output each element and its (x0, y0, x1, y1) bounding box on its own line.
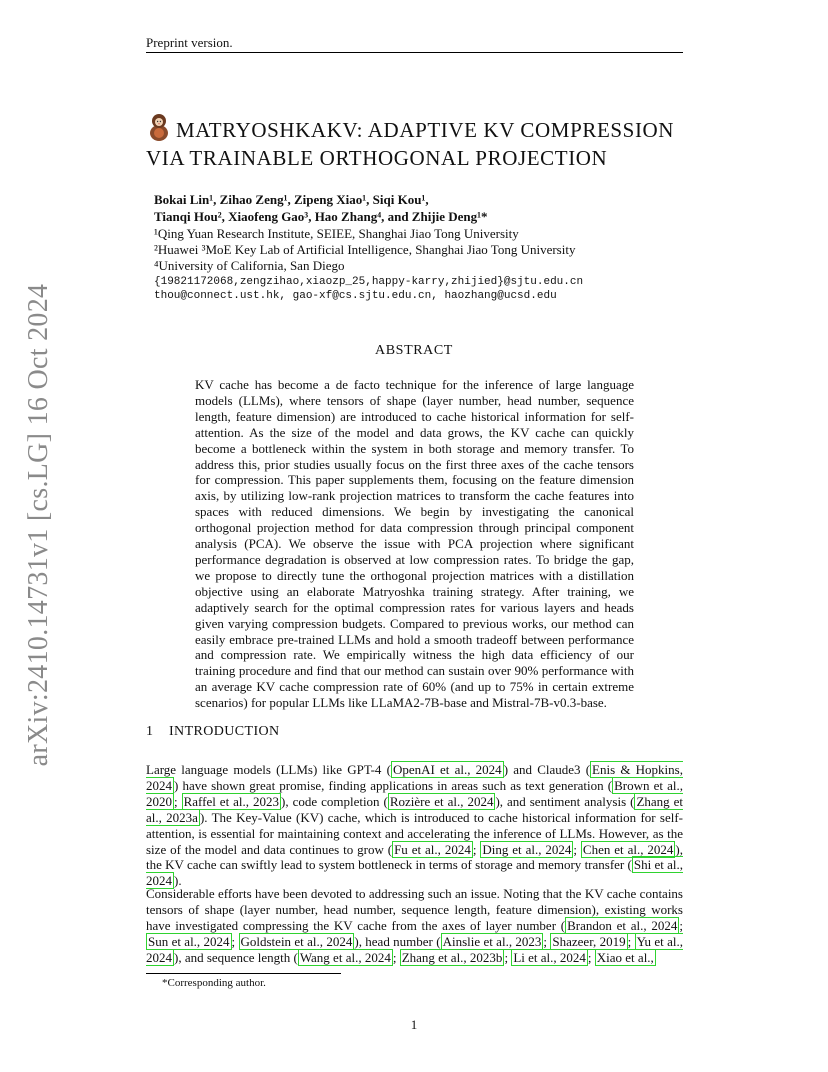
text: ). The Key-Value (KV) cache, which is introduced to cache historical information for self-attention, is essential for maintaining context and accelerating the inference of LLMs. However, as the size of the model and data continues to grow ( (146, 809, 683, 857)
citation-link[interactable]: Zhang et al., 2023b (401, 949, 503, 965)
text: ; (543, 933, 551, 949)
abstract-heading: ABSTRACT (375, 343, 453, 358)
author-emails-1: {19821172068,zengzihao,xiaozp_25,happy-karry,zhijied}@sjtu.edu.cn (154, 276, 584, 288)
citation-link[interactable]: Rozière et al., 2024 (389, 793, 494, 809)
text: Large language models (LLMs) like GPT-4 ( (146, 762, 391, 777)
text: ; (504, 949, 512, 965)
citation-link[interactable]: Zhang et al., 2023a (146, 793, 683, 825)
arxiv-id-label: arXiv:2410.14731v1 [cs.LG] 16 Oct 2024 (23, 283, 54, 767)
affiliation-2: ²Huawei ³MoE Key Lab of Artificial Intelligence, Shanghai Jiao Tong University (154, 242, 576, 257)
text: ; (587, 949, 595, 965)
citation-link[interactable]: Sun et al., 2024 (148, 933, 230, 949)
text: ; (627, 933, 635, 949)
intro-paragraph-1 (146, 762, 683, 889)
citation-link[interactable]: Brandon et al., 2024 (567, 917, 678, 933)
text: ), and sentiment analysis ( (495, 793, 635, 809)
text: ; (231, 933, 239, 949)
citation-link[interactable]: Enis & Hopkins, 2024 (146, 762, 683, 793)
paper-title-line-2: VIA TRAINABLE ORTHOGONAL PROJECTION (146, 146, 608, 170)
text: ; (679, 917, 683, 933)
citation-link[interactable]: OpenAI et al., 2024 (392, 762, 502, 777)
header-rule (146, 52, 683, 53)
text: ; (472, 841, 481, 857)
citation-link[interactable]: Xiao et al., (596, 949, 654, 965)
citation-link[interactable]: Shazeer, 2019 (552, 933, 626, 949)
page-number: 1 (410, 1017, 418, 1032)
matryoshka-doll-icon (148, 113, 170, 141)
citation-link[interactable]: Raffel et al., 2023 (183, 793, 280, 809)
citation-link[interactable]: Ding et al., 2024 (482, 841, 572, 857)
authors-line-1: Bokai Lin¹, Zihao Zeng¹, Zipeng Xiao¹, Siqi Kou¹, (154, 192, 429, 207)
authors-line-2: Tianqi Hou², Xiaofeng Gao³, Hao Zhang⁴, and Zhijie Deng¹* (154, 209, 488, 224)
section-heading-introduction: 1 INTRODUCTION (146, 724, 280, 739)
text: ), code completion ( (281, 793, 388, 809)
text: ; (573, 841, 581, 857)
text: ; (392, 949, 400, 965)
citation-link[interactable]: Ainslie et al., 2023 (442, 933, 542, 949)
text: ). (174, 873, 182, 889)
citation-link[interactable]: Shi et al., 2024 (146, 857, 683, 889)
text: ), and sequence length ( (174, 949, 298, 965)
author-emails-2: thou@connect.ust.hk, gao-xf@cs.sjtu.edu.cn, haozhang@ucsd.edu (154, 290, 557, 302)
text: ) and Claude3 ( (503, 762, 591, 777)
citation-link[interactable]: Yu et al., 2024 (146, 933, 683, 965)
arxiv-side-stamp (17, 283, 61, 767)
citation-link[interactable]: Li et al., 2024 (513, 949, 586, 965)
affiliation-1: ¹Qing Yuan Research Institute, SEIEE, Shanghai Jiao Tong University (154, 226, 519, 241)
footnote-rule (146, 973, 341, 974)
paper-title-line-1: MATRYOSHKAKV: ADAPTIVE KV COMPRESSION (176, 118, 675, 142)
text: Considerable efforts have been devoted to addressing such an issue. Noting that the KV cache contains tensors of shape (layer number, head number, sequence length, feature dimension), existing works have investigated compressing the KV cache from the axes of layer number ( (146, 886, 683, 933)
citation-link[interactable]: Wang et al., 2024 (299, 949, 391, 965)
citation-link[interactable]: Chen et al., 2024 (582, 841, 674, 857)
affiliation-3: ⁴University of California, San Diego (154, 258, 345, 273)
citation-link[interactable]: Brown et al., 2020 (146, 777, 683, 809)
text: ; (174, 793, 182, 809)
footnote: *Corresponding author. (162, 977, 266, 989)
running-header: Preprint version. (146, 35, 233, 50)
text: ) have shown great promise, finding applications in areas such as text generation ( (174, 777, 613, 793)
citation-link[interactable]: Fu et al., 2024 (394, 841, 471, 857)
text: ), head number ( (354, 933, 441, 949)
intro-paragraph-2 (146, 886, 683, 966)
text: ), the KV cache can swiftly lead to system bottleneck in terms of storage and memory transfer ( (146, 841, 683, 873)
abstract-body: KV cache has become a de facto technique for the inference of large language models (LLMs), where tensors of shape (layer number, head number, sequence length, feature dimension) are introduced to cache historical information for self-attention. As the size of the model and data grows, the KV cache can quickly become a bottleneck within the system in both storage and memory transfer. To address this, prior studies usually focus on the first three axes of the cache tensors for compression. This paper supplements them, focusing on the feature dimension axis, by utilizing low-rank projection matrices to transform the cache features into spaces with reduced dimensions. We begin by investigating the canonical orthogonal projection method for data compression through principal component analysis (PCA). We observe the issue with PCA projection where significant performance degradation is observed at low compression rates. To bridge the gap, we propose to directly tune the orthogonal projection matrices with a distillation objective using an elaborate Matryoshka training strategy. After training, we adaptively search for the optimal compression rates for various layers and heads given varying compression budgets. Compared to previous works, our method can easily embrace pre-trained LLMs and hold a smooth tradeoff between performance and compression rate. We empirically witness the high data efficiency of our training procedure and find that our method can sustain over 90% performance with an average KV cache compression rate of 60% (and up to 75% in certain extreme scenarios) for popular LLMs like LLaMA2-7B-base and Mistral-7B-v0.3-base. (195, 377, 634, 711)
citation-link[interactable]: Goldstein et al., 2024 (240, 933, 353, 949)
